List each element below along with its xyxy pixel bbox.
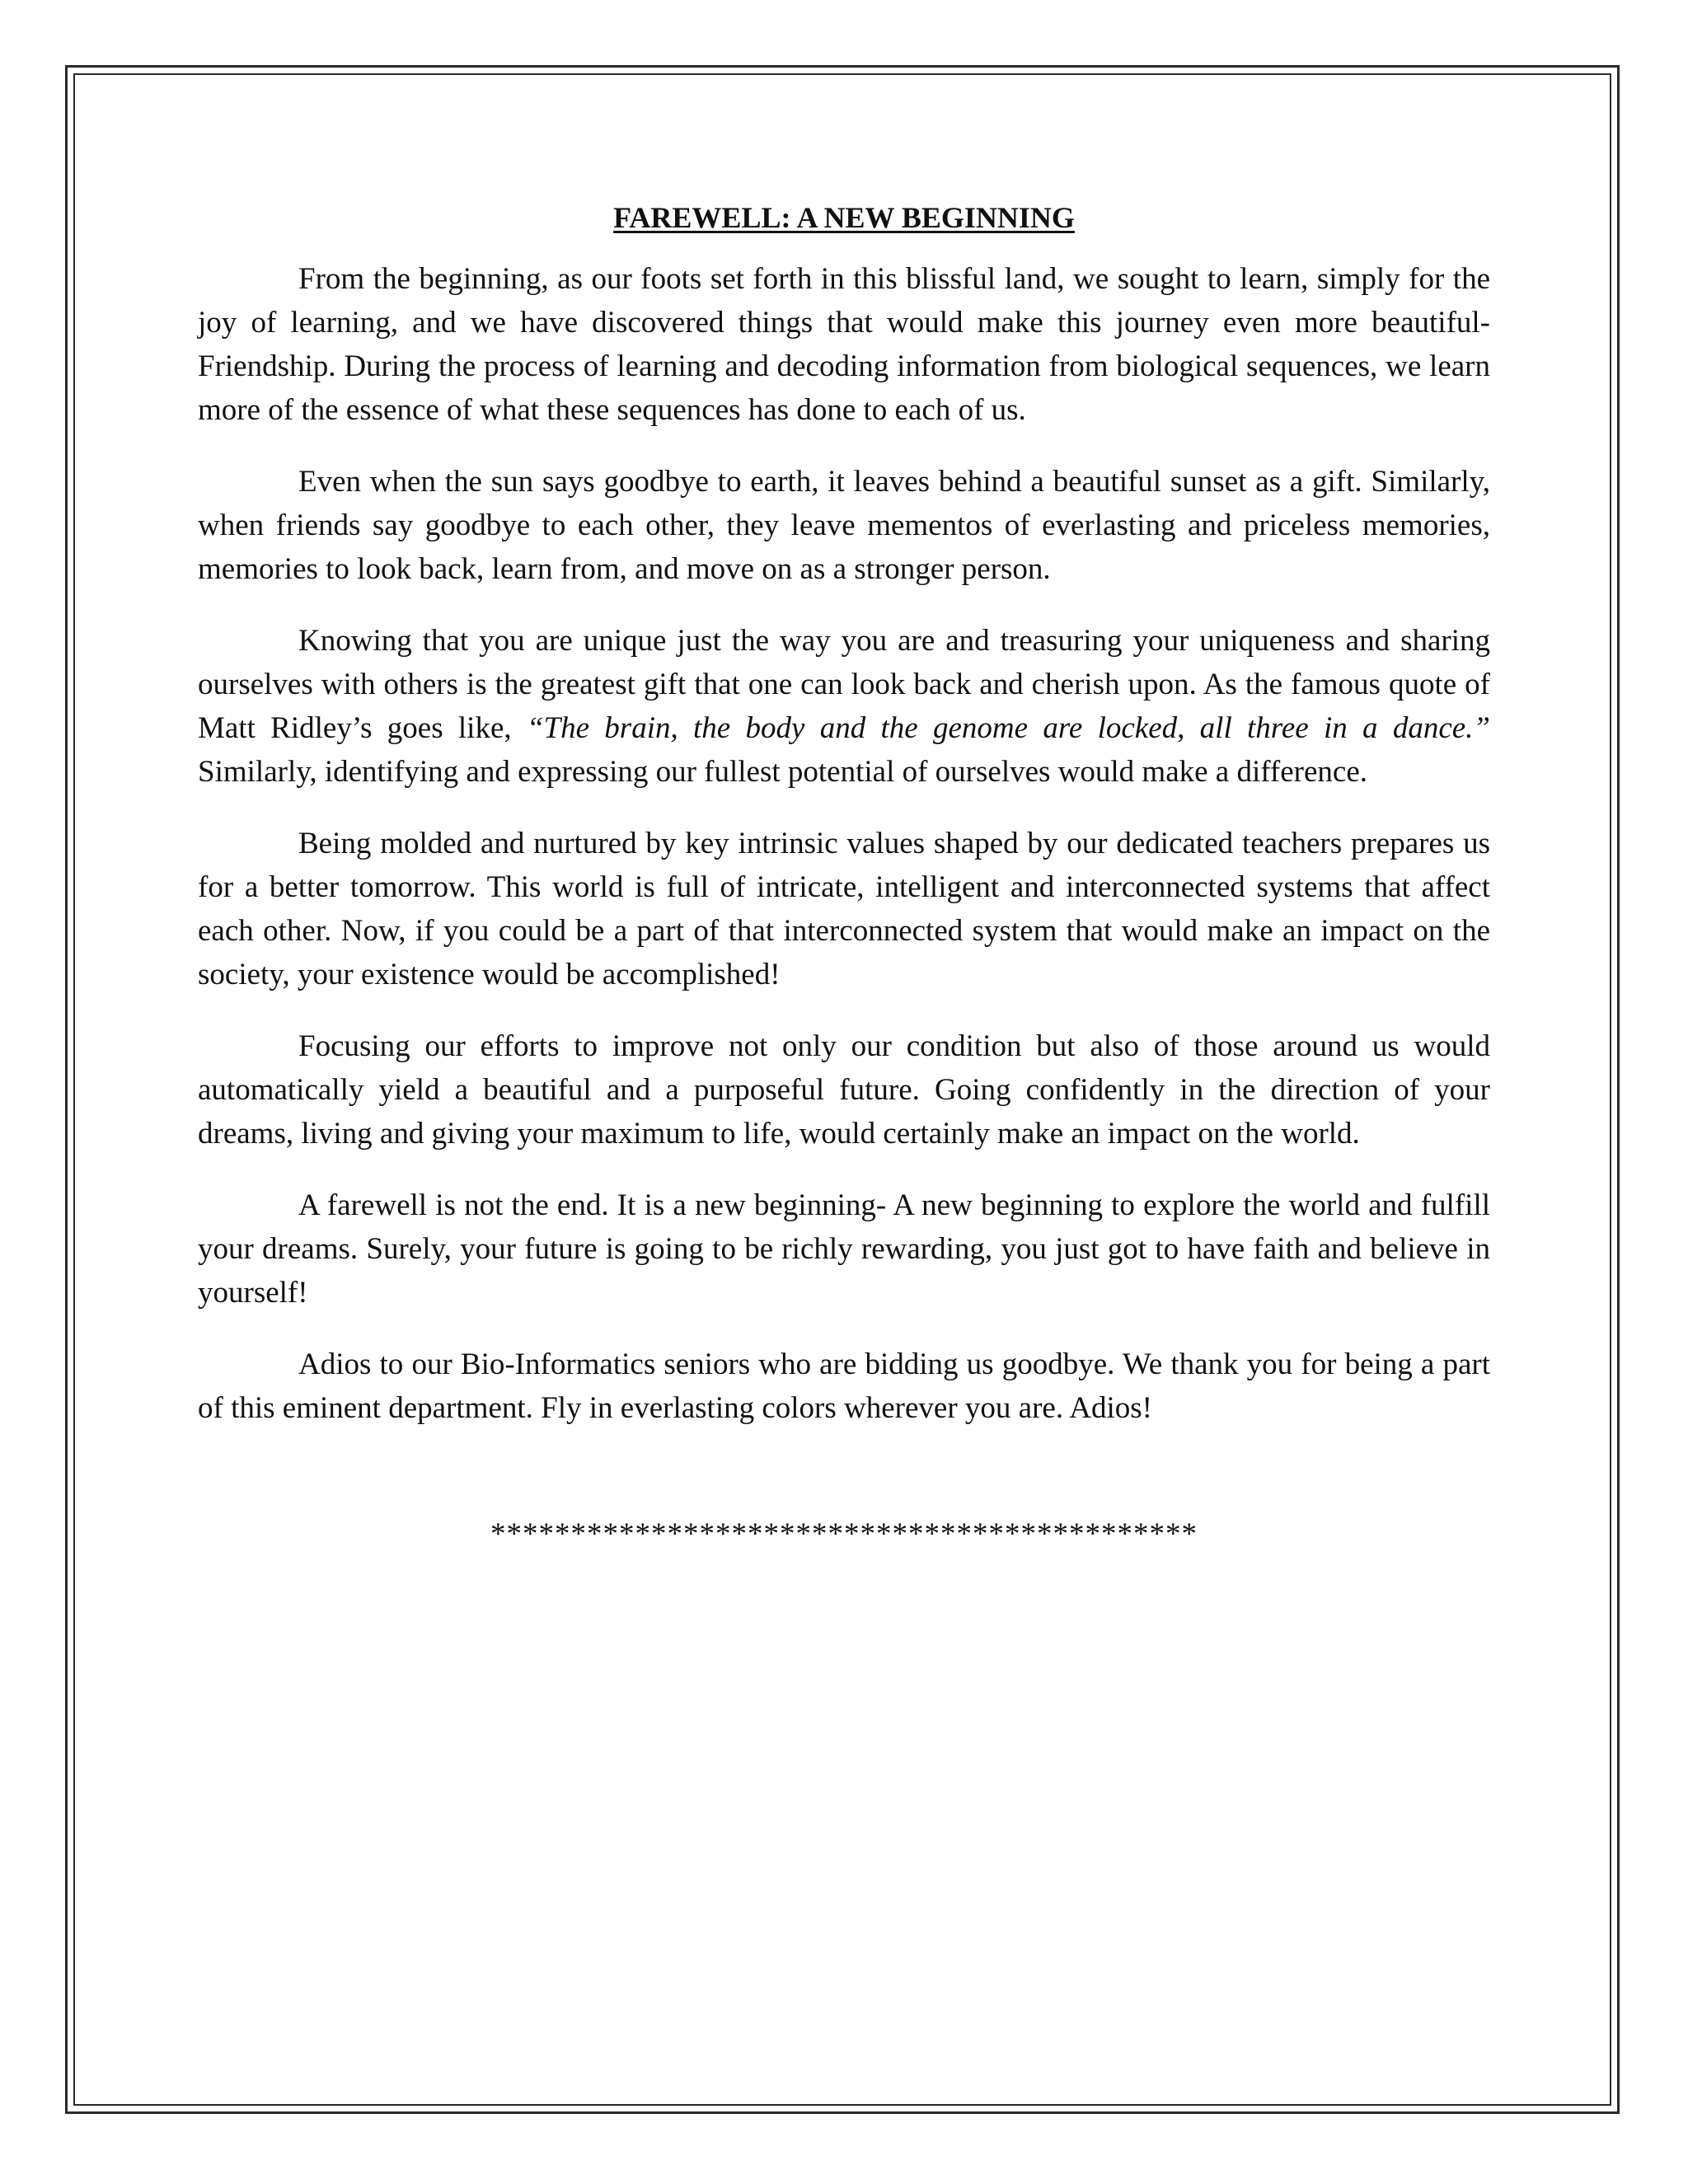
paragraph-uniqueness [198,619,1490,794]
paragraph-adios: Adios to our Bio-Informatics seniors who are bidding us goodbye. We thank you for being a part of this eminent department. Fly in everlasting colors wherever you are. Adios! [198,1347,1490,1425]
paragraph-uniqueness-intro: Knowing that you are unique just the way you are and treasuring your uniqueness and sharing ourselves with others is the greatest gift that one can look back and cherish upon. As the famous quote of Matt Ridley’s goes like, [198,624,1490,745]
paragraph-teachers: Being molded and nurtured by key intrinsic values shaped by our dedicated teachers prepares us for a better tomorrow. This world is full of intricate, intelligent and interconnected systems that affect each other. Now, if you could be a part of that interconnected system that would make an impact on the society, your existence would be accomplished! [198,827,1490,991]
document-title: FAREWELL: A NEW BEGINNING [613,201,1075,234]
paragraph-new-beginning: A farewell is not the end. It is a new beginning- A new beginning to explore the world and fulfill your dreams. Surely, your future is going to be richly rewarding, you just got to have faith and believe in yourself! [198,1188,1490,1310]
matt-ridley-quote: “The brain, the body and the genome are locked, all three in a dance.” [526,711,1490,745]
paragraph-sunset: Even when the sun says goodbye to earth, it leaves behind a beautiful sunset as a gift. Similarly, when friends say goodbye to each other, they leave mementos of everlasting and priceless memories, memories to look back, learn from, and move on as a stronger person. [198,465,1490,586]
document-content [198,196,1490,1556]
separator-stars: ******************************************** [490,1517,1198,1551]
paragraph-beginning: From the beginning, as our foots set forth in this blissful land, we sought to learn, simply for the joy of learning, and we have discovered things that would make this journey even more beautiful- Friendship. During the process of learning and decoding information from biological sequences, we learn more of the essence of what these sequences has done to each of us. [198,262,1490,427]
paragraph-future: Focusing our efforts to improve not only our condition but also of those around us would automatically yield a beautiful and a purposeful future. Going confidently in the direction of your dreams, living and giving your maximum to life, would certainly make an impact on the world. [198,1029,1490,1151]
paragraph-uniqueness-outro: Similarly, identifying and expressing our fullest potential of ourselves would make a difference. [198,755,1367,789]
